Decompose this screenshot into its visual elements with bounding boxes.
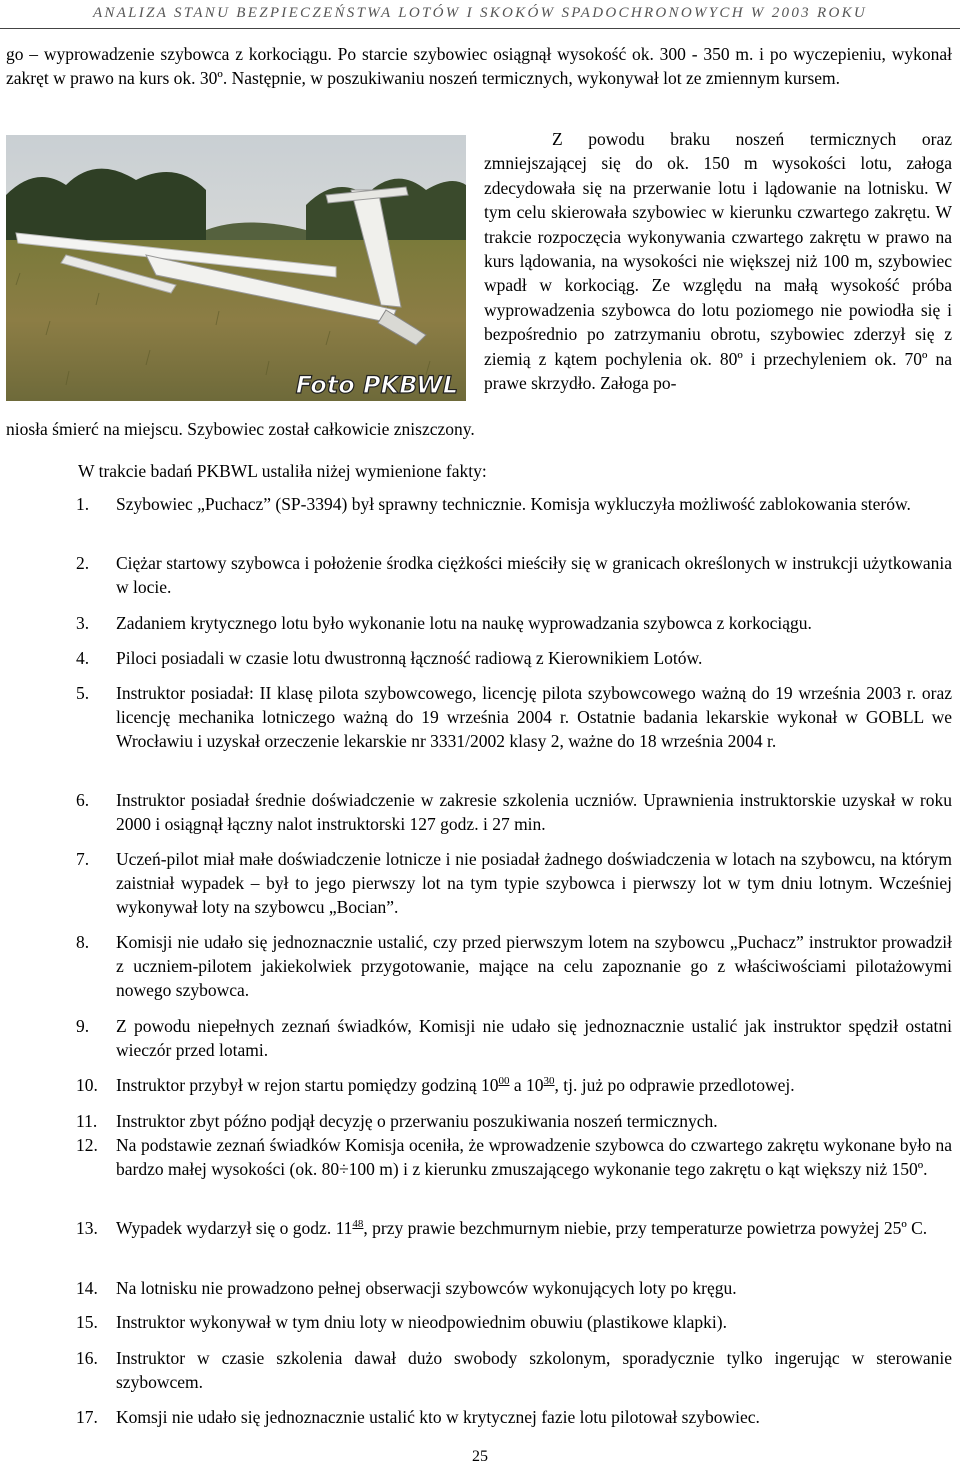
glider-wreck-photo [6,135,466,401]
list-item-number: 15. [76,1312,98,1332]
list-item [76,611,952,635]
list-item-text: Zadaniem krytycznego lotu było wykonanie lotu na naukę wyprowadzania szybowca z korkociągu. [116,613,812,633]
list-item [76,1310,952,1334]
list-item-text: Z powodu niepełnych zeznań świadków, Komisji nie udało się jednoznacznie ustalić jak instruktor spędził ostatni wieczór przed lotami. [116,1016,952,1061]
list-item-text: Instruktor w czasie szkolenia dawał dużo swobody szkolonym, sporadycznie tylko ingerując w sterowanie szybowcem. [116,1348,952,1393]
text-part: , przy prawie bezchmurnym niebie, przy temperaturze powietrza powyżej 25º C. [363,1218,928,1238]
photo-watermark: Foto PKBWL [295,371,458,399]
facts-intro: W trakcie badań PKBWL ustaliła niżej wymienione fakty: [78,461,487,481]
list-item-text: Instruktor zbyt późno podjął decyzję o przerwaniu poszukiwania noszeń termicznych. [116,1111,718,1131]
time-superscript: 00 [498,1075,510,1087]
list-item-number: 11. [76,1111,98,1131]
list-item-text [116,1216,952,1240]
side-paragraph-continued: niosła śmierć na miejscu. Szybowiec został całkowicie zniszczony. [6,419,475,439]
list-item-text: Uczeń-pilot miał małe doświadczenie lotnicze i nie posiadał żadnego doświadczenia w lotach na szybowcu, na którym zaistniał wypadek – był to jego pierwszy lot na tym typie szybowca i pierwszy lot w tym dniu lotnym. Wcześniej wykonywał loty na szybowcu „Bocian”. [116,849,952,918]
list-item-text: Szybowiec „Puchacz” (SP-3394) był sprawny technicznie. Komisja wykluczyła możliwość zablokowania sterów. [116,494,911,514]
list-item [76,847,952,920]
list-item [76,646,952,670]
side-paragraph: Z powodu braku noszeń termicznych oraz zmniejszającej się do ok. 150 m wysokości lotu, załoga zdecydowała się na przerwanie lotu i lądowanie na lotnisku. W tym celu skierowała szybowiec w kierunku czwartego zakrętu. W trakcie rozpoczęcia wykonywania czwartego zakrętu w prawo na kurs lądowania, na wysokości nie większej niż 100 m, szybowiec wpadł w korkociąg. Ze względu na małą wysokość próba wyprowadzenia szybowca do lotu poziomego nie powiodła się i bezpośrednio po zatrzymaniu obrotu, szybowiec zderzył się z ziemią z kątem pochylenia ok. 80º i przechyleniem ok. 70º na prawe skrzydło. Załoga po- [484,129,952,394]
photo-image [6,135,466,401]
intro-paragraph: go – wyprowadzenie szybowca z korkociągu. Po starcie szybowiec osiągnął wysokość ok. 300 - 350 m. i po wyczepieniu, wykonał zakręt w prawo na kurs ok. 30º. Następnie, w poszukiwaniu noszeń termicznych, wykonywał lot ze zmiennym kursem. [6,44,952,89]
running-header: ANALIZA STANU BEZPIECZEŃSTWA LOTÓW I SKOKÓW SPADOCHRONOWYCH W 2003 ROKU [92,5,868,21]
list-item [76,551,952,599]
list-item-number: 7. [76,849,90,869]
list-item [76,1073,952,1097]
list-item-text: Na lotnisku nie prowadzono pełnej obserwacji szybowców wykonujących loty po kręgu. [116,1278,737,1298]
list-item-text: Piloci posiadali w czasie lotu dwustronną łączność radiową z Kierownikiem Lotów. [116,648,703,668]
list-item [76,1014,952,1062]
list-item-text: Komisji nie udało się jednoznacznie ustalić, czy przed pierwszym lotem na szybowcu „Puchacz” instruktor prowadził z uczniem-pilotem jakiekolwiek przygotowanie, mające na celu zapoznanie go z właściwościami pilotażowymi nowego szybowca. [116,932,952,1001]
list-item [76,788,952,836]
list-item [76,1346,952,1394]
text-part: Wypadek wydarzył się o godz. 11 [116,1218,353,1238]
list-item-text: Instruktor wykonywał w tym dniu loty w nieodpowiednim obuwiu (plastikowe klapki). [116,1312,727,1332]
list-item-number: 17. [76,1407,98,1427]
list-item-number: 13. [76,1218,98,1238]
list-item-number: 5. [76,683,90,703]
list-item-text: Instruktor posiadał: II klasę pilota szybowcowego, licencję pilota szybowcowego ważną do 19 września 2003 r. oraz licencję mechanika lotniczego ważną do 19 września 2004 r. Ostatnie badania lekarskie wykonał w GOBLL we Wrocławiu i uzyskał orzeczenie lekarskie nr 3331/2002 klasy 2, ważne do 18 września 2004 r. [116,683,952,752]
page-number: 25 [472,1448,488,1465]
list-item-number: 3. [76,613,90,633]
list-item [76,930,952,1003]
list-item-number: 12. [76,1135,98,1155]
list-item-number: 9. [76,1016,90,1036]
header-rule [0,28,960,29]
text-part: , tj. już po odprawie przedlotowej. [554,1075,795,1095]
list-item-number: 8. [76,932,90,952]
list-item [76,1405,952,1429]
text-part: Instruktor przybył w rejon startu pomiędzy godziną 10 [116,1075,499,1095]
time-superscript: 30 [543,1075,555,1087]
list-item-number: 6. [76,790,90,810]
list-item-text: Komsji nie udało się jednoznacznie ustalić kto w krytycznej fazie lotu pilotował szybowiec. [116,1407,760,1427]
list-item [76,492,952,516]
list-item [76,1276,952,1300]
list-item [76,1109,952,1133]
list-item-text: Instruktor posiadał średnie doświadczenie w zakresie szkolenia uczniów. Uprawnienia instruktorskie uzyskał w roku 2000 i osiągnął łączny nalot instruktorski 127 godz. i 27 min. [116,790,952,835]
list-item [76,1133,952,1181]
list-item [76,1216,952,1240]
list-item-text: Ciężar startowy szybowca i położenie środka ciężkości mieściły się w granicach określonych w instrukcji użytkowania w locie. [116,553,952,598]
list-item-number: 4. [76,648,90,668]
time-superscript: 48 [352,1218,364,1230]
list-item-text [116,1073,952,1097]
list-item-number: 1. [76,494,90,514]
list-item [76,681,952,754]
list-item-number: 2. [76,553,90,573]
list-item-number: 16. [76,1348,98,1368]
list-item-text: Na podstawie zeznań świadków Komisja oceniła, że wprowadzenie szybowca do czwartego zakrętu wykonane było na bardzo małej wysokości (ok. 80÷100 m) i z kierunku zmuszającego wykonanie tego zakrętu o kąt większy niż 150º. [116,1135,952,1180]
list-item-number: 14. [76,1278,98,1298]
list-item-number: 10. [76,1075,98,1095]
text-part: a 10 [509,1075,544,1095]
